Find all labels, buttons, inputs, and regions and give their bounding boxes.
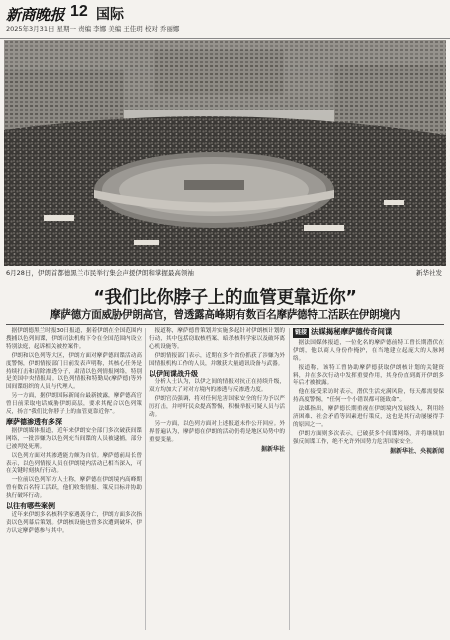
page-number: 12 <box>70 3 88 20</box>
headline: “我们比你脖子上的血管更靠近你” <box>93 288 357 308</box>
paragraph: 他在接受采访时表示，潜伏生活充满风险，每天都需要保持高度警惕，“任何一个小错误都可能致命”。 <box>293 389 444 404</box>
divider <box>6 324 444 325</box>
column-divider <box>145 328 146 630</box>
paragraph: 另一方面，以色列方面对上述报道未作公开回应。外界普遍认为，摩萨德在伊朗的活动仍将是地区局势中的重要变量。 <box>149 420 285 443</box>
sidebar-column <box>293 328 444 456</box>
section-heading: 以往有哪些案例 <box>6 502 55 511</box>
paragraph: 伊朗情报部门表示，近期在多个省份抓获了涉嫌为外国情报机构工作的人员，并缴获大量通讯设备与武器。 <box>149 352 285 367</box>
section-heading: 摩萨德渗透有多深 <box>6 417 62 426</box>
paragraph: 据伊朗媒体报道，近年来伊朗安全部门多次破获间谍网络，一批涉嫌为以色列充当间谍的人员被逮捕，部分已被判处死刑。 <box>6 427 142 450</box>
paragraph: 近年来伊朗多名核科学家遇袭身亡，伊朗方面多次指责以色列幕后策划。伊朗核设施也曾多次遭到破坏，伊方认定摩萨德参与其中。 <box>6 511 142 534</box>
paragraph: 分析人士认为，以伊之间的情报对抗正在持续升级，双方均加大了对对方境内的渗透与反渗透力度。 <box>149 379 285 394</box>
paragraph: 以色列方面对其渗透能力颇为自信。摩萨德前局长曾表示，以色列情报人员在伊朗境内活动已相当深入，可在关键时刻执行行动。 <box>6 452 142 475</box>
article-column-1 <box>6 328 142 537</box>
paragraph: 伊朗方面则多次表示，已破获多个间谍网络，并将继续加强反间谍工作，绝不允许外国势力危害国家安全。 <box>293 430 444 445</box>
subheadline: 摩萨德方面威胁伊朗高官，曾透露高峰期有数百名摩萨德特工活跃在伊朗境内 <box>50 309 400 321</box>
paragraph: 据法国媒体报道，一位化名的摩萨德前特工曾长期潜伏在伊朗，他以商人身份作掩护，在当地建立起庞大的人脉网络。 <box>293 339 444 362</box>
byline: 据新华社、央视新闻 <box>389 447 444 455</box>
article-column-2 <box>149 328 285 454</box>
paragraph: 伊朗和以色列等大区，伊朗方面对摩萨德间谍活动高度警惕，伊朗情报部门日前发表声明称，其核心任务是持续打击和清除渗透分子，肃清以色列情报网络，特别是美国中央情报局。以色列情报和特勤局(摩萨德)等外国间谍组织的人员与代理人。 <box>6 352 142 391</box>
dateline: 2025年3月31日 星期一 责编 李娜 美编 王佳玥 校对 乔丽娜 <box>6 25 180 33</box>
paragraph: 报道称，摩萨德曾策划并实施多起针对伊朗核计划的行动，其中包括窃取核档案、暗杀核科学家以及破坏离心机设施等。 <box>149 328 285 350</box>
section-heading: 以伊间谍战升级 <box>149 369 198 378</box>
rally-photo-illustration <box>4 40 446 266</box>
paragraph: 据伊朗德黑兰时报30日报道，据着伊朗在全国范围内搜捕以色列间谍，伊朗司法机构下令在全国范围内设立特别法庭，起诉相关被控案件。 <box>6 328 142 350</box>
newspaper-logo: 新商晚报 <box>6 6 65 24</box>
sidebar-heading-row <box>293 328 444 338</box>
byline: 据新华社 <box>260 445 285 453</box>
paragraph: 一位前以色列军方人士称，摩萨德在伊朗境内高峰期曾有数百名特工活跃，他们收集情报、策反目标并协助执行破坏行动。 <box>6 477 142 500</box>
paragraph: 伊朗官员强调，将对任何危害国家安全的行为予以严厉打击，并呼吁民众提高警惕，积极举报可疑人员与活动。 <box>149 396 285 419</box>
section-title: 国际 <box>96 7 124 23</box>
masthead <box>0 0 450 39</box>
photo-caption: 6月28日，伊朗首都德黑兰市民举行集会声援伊朗和掌握最高领袖 <box>6 269 194 277</box>
rally-photo <box>4 40 446 266</box>
sidebar-tag: 链接 <box>295 329 308 336</box>
paragraph: 报道称，该特工曾协助摩萨德获取伊朗核计划的关键资料，并在多次行动中发挥重要作用，其身份直到离开伊朗多年后才被披露。 <box>293 364 444 387</box>
photo-credit: 新华社发 <box>416 269 442 277</box>
column-divider <box>289 328 290 630</box>
sidebar-title: 法媒揭秘摩萨德传奇间谍 <box>311 327 393 336</box>
paragraph: 另一方面，据伊朗国际新闻台最新披露，摩萨德高官曾日前采取电话威胁伊朗高层，要求其配合以色列策反，扬言“我们比你脖子上的血管更靠近你”。 <box>6 393 142 416</box>
paragraph: 法媒指出，摩萨德长期重视在伊朗境内发展线人，利用经济困难、社会矛盾等因素进行策反，这也是其行动屡屡得手的原因之一。 <box>293 406 444 428</box>
